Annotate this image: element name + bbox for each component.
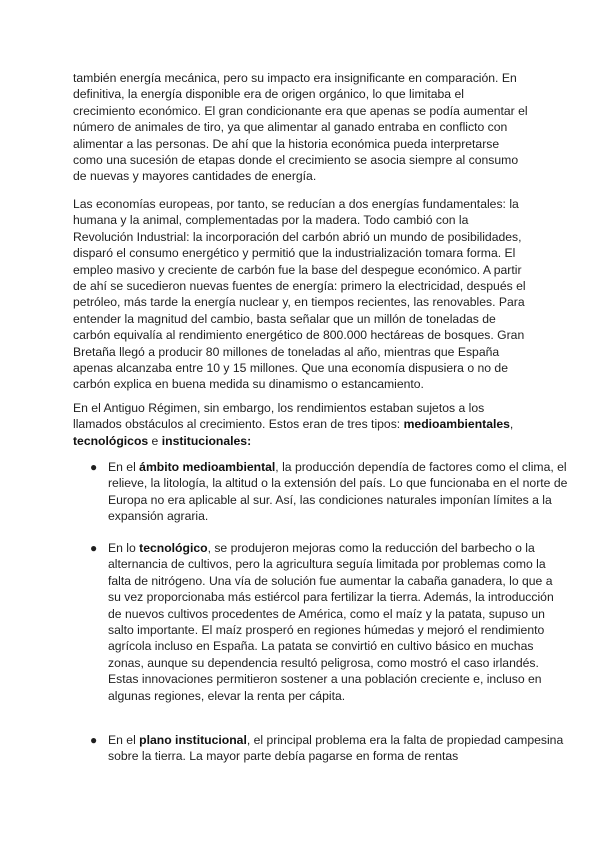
paragraph-industrial-revolution: Las economías europeas, por tanto, se reducían a dos energías fundamentales: la humana y la animal, complementadas por la madera. Todo cambió con la Revolución Industrial: la incorporación del carbón abrió un mundo de posibilidades, disparó el consumo energético y permitió que la industrialización tomara forma. El empleo masivo y creciente de carbón fue la base del despegue económico. A partir de ahí se sucedieron nuevas fuentes de energía: primero la electricidad, después el petróleo, más tarde la energía nuclear y, en tiempos recientes, las renovables. Para entender la magnitud del cambio, basta señalar que un millón de toneladas de carbón equivalía al rendimiento energético de 800.000 hectáreas de bosques. Gran Bretaña llegó a producir 80 millones de toneladas al año, mientras que España apenas alcanzaba entre 10 y 15 millones. Que una economía dispusiera o no de carbón explica en buena medida su dinamismo o estancamiento. [73, 197, 526, 392]
paragraph-growth-obstacles [73, 400, 529, 449]
list-item-environmental [73, 459, 568, 525]
list-item-text: , se produjeron mejoras como la reducción del barbecho o la alternancia de cultivos, pero la agricultura seguía limitada por problemas como la falta de nitrógeno. Una vía de solución fue aumentar la cabaña ganadera, lo que a su vez proporcionaba más estiércol para fertilizar la tierra. Además, la introducción de nuevos cultivos procedentes de América, como el maíz y la patata, supuso un salto importante. El maíz prosperó en regiones húmedas y mejoró el rendimiento agrícola incluso en España. La patata se convirtió en cultivo básico en muchas zonas, aunque su dependencia resultó peligrosa, como mostró el caso irlandés. Estas innovaciones permitieron sostener a una población creciente e, incluso en algunas regiones, elevar la renta per cápita. [108, 541, 554, 703]
bold-term: tecnológico [139, 541, 208, 555]
bullet-icon: ● [90, 460, 98, 474]
bold-term: plano institucional [139, 733, 247, 747]
bold-term-environmental: medioambientales [403, 417, 510, 432]
paragraph-energy-organic: también energía mecánica, pero su impacto era insignificante en comparación. En definitiva, la energía disponible era de origen orgánico, lo que limitaba el crecimiento económico. El gran condicionante era que apenas se podía aumentar el número de animales de tiro, ya que alimentar al ganado entraba en conflicto con alimentar a las personas. De ahí que la historia económica pueda interpretarse como una sucesión de etapas donde el crecimiento se asocia siempre al consumo de nuevas y mayores cantidades de energía. [73, 71, 528, 184]
bullet-icon: ● [90, 733, 98, 747]
list-item-text: , la producción dependía de factores como el clima, el relieve, la litología, la altitud o la extensión del país. Lo que funcionaba en el norte de Europa no era aplicable al sur. Así, las condiciones naturales imponían límites a la expansión agraria. [108, 460, 568, 524]
bold-term-technological: tecnológicos [73, 433, 149, 448]
paragraph-text: En el Antiguo Régimen, sin embargo, los rendimientos estaban sujetos a los llamados obstáculos al crecimiento. Estos eran de tres tipos: [73, 401, 485, 432]
bullet-icon: ● [90, 541, 98, 555]
bold-term-institutional: institucionales: [161, 433, 252, 448]
separator-text: e [148, 433, 162, 448]
bold-term: ámbito medioambiental [139, 460, 276, 474]
list-item-text: En el [108, 733, 140, 747]
separator-text: , [509, 417, 514, 432]
list-item-text: En lo [108, 541, 140, 555]
list-item-text: En el [108, 460, 140, 474]
list-item-technological [73, 540, 568, 704]
list-item-institutional [73, 732, 568, 765]
list-item-text: , el principal problema era la falta de propiedad campesina sobre la tierra. La mayor parte debía pagarse en forma de rentas [108, 733, 564, 764]
